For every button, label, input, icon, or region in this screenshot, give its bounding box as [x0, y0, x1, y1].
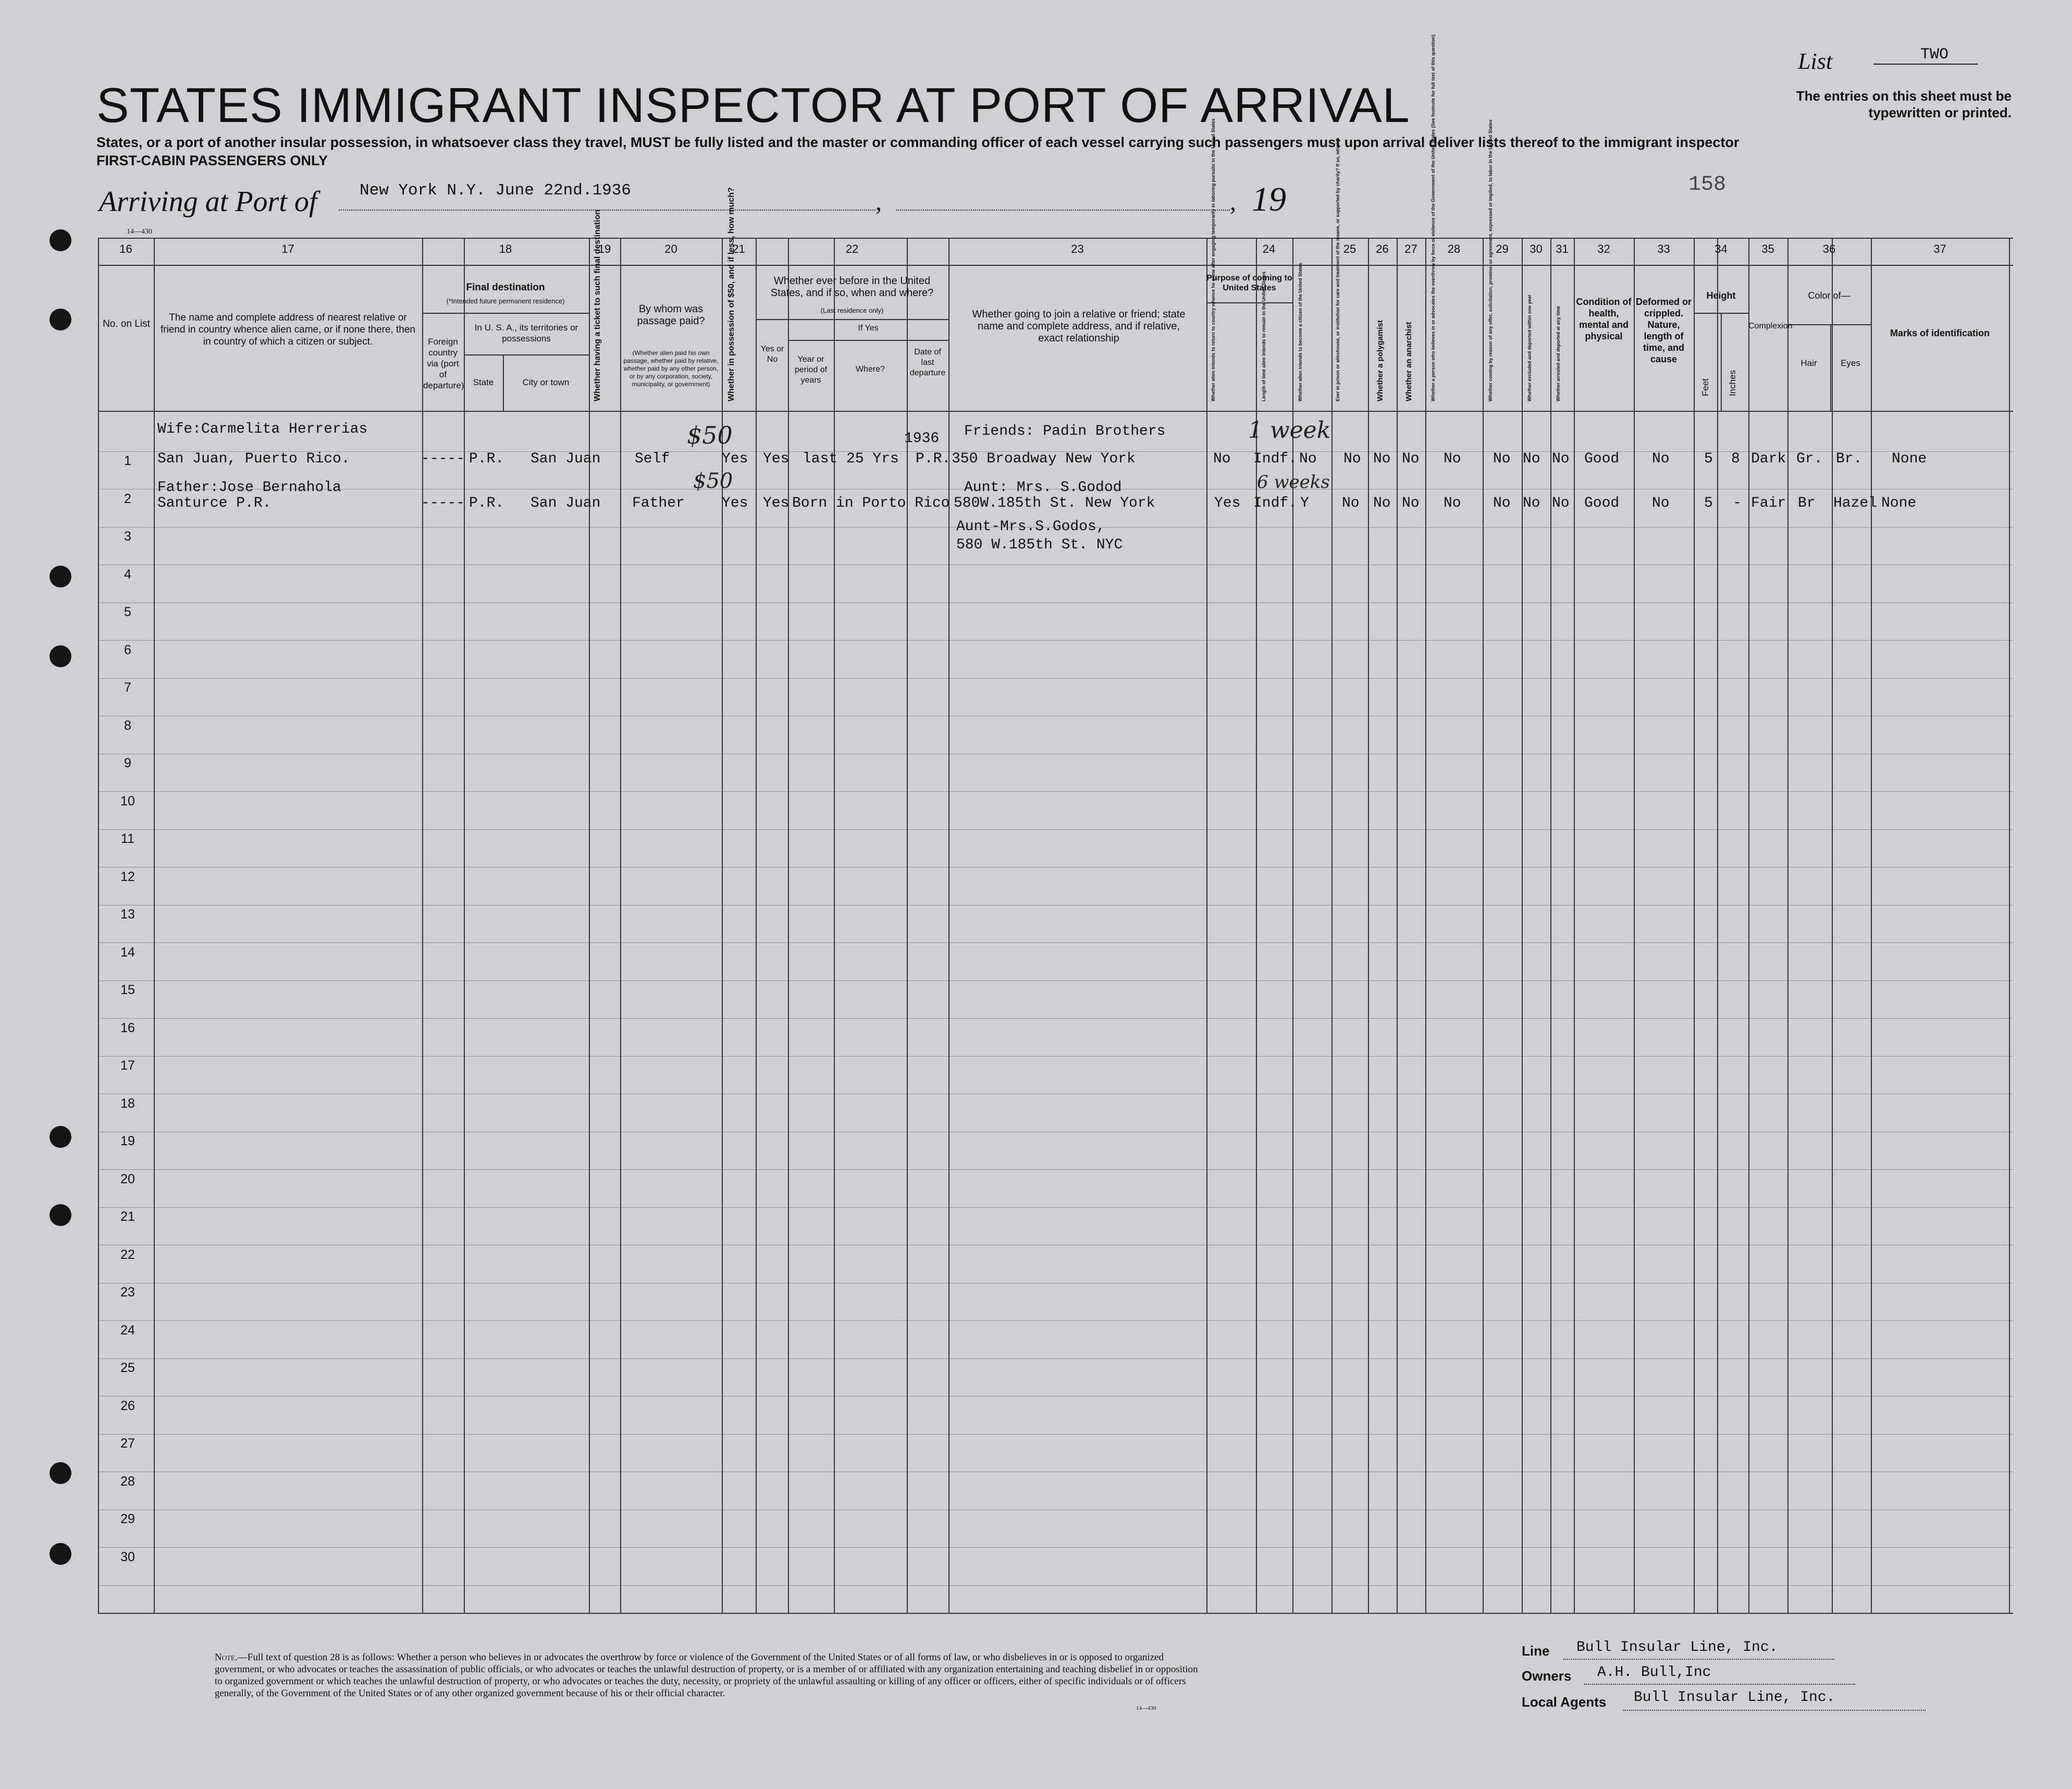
col-line	[1871, 238, 1872, 1614]
header-date-departure: Date of last departure	[909, 348, 946, 377]
header-fifty-dollars: Whether in possession of $50, and if less, how much?	[727, 187, 736, 401]
entry-relative-address: San Juan, Puerto Rico.	[157, 451, 350, 467]
row-number: 8	[124, 718, 131, 733]
col-line	[422, 238, 423, 1614]
entry-hair: Br	[1798, 495, 1816, 511]
row-number: 13	[120, 907, 135, 922]
row-rule	[98, 829, 2013, 830]
col-line	[589, 238, 590, 1614]
header-overthrow: Whether a person who believes in or advocates the overthrow by force or violence of the Government of the United States (See footnote for full text of this question)	[1430, 34, 1436, 401]
entry-inches: 8	[1731, 451, 1740, 467]
col-number-30: 30	[1530, 242, 1543, 255]
page-number: 158	[1688, 173, 1726, 197]
subheader-line	[422, 313, 589, 314]
entry-before-where: P.R.	[916, 451, 951, 467]
col-line	[1832, 238, 1833, 1614]
states-instructions: States, or a port of another insular possession, in whatsoever class they travel, MUST be fully listed and the master or commanding officer of each vessel carrying such passengers must upon arrival deliver lists thereof to the immigrant inspector	[96, 134, 1740, 150]
col-number-37: 37	[1933, 242, 1946, 255]
col-number-34: 34	[1715, 242, 1728, 255]
entry-polygamist: No	[1373, 495, 1391, 511]
header-ever-before: Whether ever before in the United States, and if so, when and where?	[770, 275, 934, 299]
entry-paid-by: Father	[632, 495, 685, 511]
col-number-24: 24	[1262, 242, 1276, 255]
row-number: 3	[124, 529, 131, 544]
punch-hole	[50, 566, 71, 587]
entry-complexion: Dark	[1751, 451, 1786, 467]
column-number-divider	[98, 265, 2013, 266]
agents-value: Bull Insular Line, Inc.	[1634, 1689, 1835, 1706]
entry-money: Yes	[722, 495, 748, 511]
row-number: 28	[120, 1474, 135, 1489]
row-number: 25	[120, 1361, 135, 1375]
entry-prison: No	[1342, 495, 1360, 511]
first-cabin-label: FIRST-CABIN PASSENGERS ONLY	[96, 153, 328, 168]
col-number-31: 31	[1556, 242, 1569, 255]
entry-length-handwritten: 6 weeks	[1257, 472, 1330, 493]
row-number: 24	[120, 1323, 135, 1338]
list-value: TWO	[1873, 46, 1978, 65]
col-number-20: 20	[664, 242, 677, 255]
header-prison: Ever in prison or almshouse, or institution for care and treatment of the insane, or supported by charity? If so, which?	[1335, 138, 1340, 401]
row-rule	[98, 791, 2013, 792]
col-number-21: 21	[732, 242, 745, 255]
col-line	[834, 238, 835, 1614]
header-marks: Marks of identification	[1890, 328, 1990, 338]
col-number-36: 36	[1822, 242, 1836, 255]
header-deported: Whether arrested and deported at any time	[1556, 305, 1561, 401]
header-final-destination: Final destination	[466, 282, 545, 293]
subheader-line	[1206, 302, 1292, 303]
form-number: 14—430	[127, 228, 152, 236]
row-rule	[98, 1169, 2013, 1170]
col-line	[1522, 238, 1523, 1614]
entry-deformed: No	[1652, 451, 1670, 467]
col-number-17: 17	[281, 242, 294, 255]
col-line	[464, 238, 465, 1614]
entry-foreign: -----	[421, 451, 465, 467]
line-underline	[1563, 1659, 1834, 1660]
col-line	[1717, 238, 1718, 1614]
entry-before-period: last 25 Yrs	[803, 451, 899, 467]
col-number-27: 27	[1404, 242, 1417, 255]
header-city: City or town	[522, 377, 570, 387]
header-length-stay: Length of time alien intends to remain in the United States	[1261, 271, 1266, 401]
header-passage-paid-sub: (Whether alien paid his own passage, whether paid by relative, whether paid by any other person, or by any corporation, society, municipality, or government)	[623, 349, 719, 388]
header-become-citizen: Whether alien intends to become a citizen of the United States	[1298, 262, 1303, 401]
owners-underline	[1584, 1684, 1855, 1685]
col-number-32: 32	[1597, 242, 1610, 255]
agents-label: Local Agents	[1522, 1694, 1607, 1710]
footnote	[215, 1651, 1207, 1699]
entry-money-handwritten: $50	[687, 421, 733, 449]
col-line	[788, 238, 789, 1614]
header-join-relative: Whether going to join a relative or friend; state name and complete address, and if relative, exact relationship	[972, 309, 1186, 344]
header-color-of: Color of—	[1808, 290, 1851, 301]
table-top-border	[98, 238, 2013, 239]
entry-anarchist: No	[1402, 495, 1420, 511]
col-line	[2009, 238, 2010, 1614]
row-rule	[98, 1018, 2013, 1019]
col-line	[756, 238, 757, 1614]
entry-eyes: Br.	[1836, 451, 1863, 467]
height-divider	[1721, 313, 1722, 411]
row-number: 19	[120, 1134, 135, 1148]
col-number-22: 22	[845, 242, 859, 255]
footnote-text: —Full text of question 28 is as follows: Whether a person who believes in or advocates the overthrow by force or violence of the Government of the United States or of all forms of law, or who disbelieves in or is opposed to organized government, or who advocates or teaches the assassination of public officials, or who advocates or teaches the unlawful destruction of property, or is a member of or affiliated with any organization entertaining and teaching disbelief in or opposition to organized government or which teaches the unlawful destruction of property, or who advocates or teaches the duty, necessity, or propriety of the unlawful assaulting or killing of any officer or officers, either of specific individuals or of officers generally, of the Government of the United States or of any other organized government because of his or their official character.	[215, 1652, 1198, 1699]
entry-join-alt: Aunt-Mrs.S.Godos,	[956, 519, 1105, 535]
col-line	[1206, 238, 1207, 1614]
header-polygamist: Whether a polygamist	[1376, 320, 1385, 401]
entry-before-year: 1936	[904, 431, 940, 447]
col-line	[1397, 238, 1398, 1614]
entry-before-yesno: Yes	[763, 451, 790, 467]
entry-hair: Gr.	[1796, 451, 1823, 467]
entry-excluded: No	[1523, 451, 1540, 467]
entry-feet: 5	[1704, 451, 1713, 467]
header-return-country: Whether alien intends to return to country whence he came after engaging temporarily in laboring pursuits in the United States	[1211, 118, 1216, 401]
footnote-form-number: 14—430	[1136, 1705, 1156, 1711]
entry-join-address: 350 Broadway New York	[952, 451, 1136, 467]
row-rule	[98, 1585, 2013, 1586]
row-number: 11	[121, 831, 134, 846]
arriving-label: Arriving at Port of	[99, 186, 317, 218]
col-line	[1425, 238, 1426, 1614]
header-foreign-country: Foreign country via (port of departure)	[423, 337, 464, 390]
owners-value: A.H. Bull,Inc	[1597, 1664, 1711, 1681]
col-line	[948, 238, 949, 1614]
subheader-line	[788, 340, 948, 341]
row-number: 2	[124, 492, 131, 506]
row-number: 10	[120, 794, 135, 808]
header-ticket: Whether having a ticket to such final destination	[593, 209, 602, 401]
col-number-18: 18	[499, 242, 512, 255]
entry-city: San Juan	[531, 495, 601, 511]
owners-label: Owners	[1522, 1668, 1572, 1684]
row-number: 23	[120, 1285, 135, 1300]
entry-citizen: Y	[1300, 495, 1309, 511]
row-number: 22	[120, 1247, 135, 1262]
row-number: 15	[120, 983, 135, 997]
header-where: Where?	[855, 365, 885, 374]
entry-health: Good	[1584, 495, 1620, 511]
col-line	[1634, 238, 1635, 1614]
row-rule	[98, 1320, 2013, 1321]
row-number: 26	[120, 1399, 135, 1413]
entry-money-handwritten: $50	[693, 469, 733, 493]
entry-state: P.R.	[469, 495, 504, 511]
col-line	[1368, 238, 1369, 1614]
row-rule	[98, 640, 2013, 641]
col-number-28: 28	[1447, 242, 1461, 255]
arriving-underline-2	[896, 210, 1230, 211]
header-health: Condition of health, mental and physical	[1576, 297, 1632, 341]
list-label: List	[1798, 48, 1833, 74]
entry-feet: 5	[1704, 495, 1713, 511]
entry-before-period: Born in Porto Rico	[792, 495, 950, 511]
row-number: 9	[124, 756, 131, 770]
purpose-divider	[1256, 302, 1257, 411]
header-deformed: Deformed or crippled. Nature, length of time, and cause	[1635, 297, 1692, 364]
entry-length: Indf.	[1253, 451, 1298, 467]
punch-hole	[50, 645, 71, 667]
entry-excluded: No	[1523, 495, 1540, 511]
entry-relative: Wife:Carmelita Herrerias	[157, 421, 368, 437]
agents-underline	[1623, 1710, 1926, 1711]
header-passage-paid: By whom was passage paid?	[637, 303, 705, 327]
col-line	[1256, 238, 1257, 1614]
arriving-underline	[339, 210, 875, 211]
header-feet: Feet	[1700, 378, 1710, 396]
header-no-on-list: No. on List	[103, 318, 150, 329]
row-number: 21	[120, 1209, 135, 1224]
entry-marks: None	[1881, 495, 1917, 511]
entry-length: Indf.	[1253, 495, 1298, 511]
entry-anarchist: No	[1402, 451, 1420, 467]
header-in-usa: In U. S. A., its territories or possessions	[474, 323, 578, 344]
row-number: 12	[120, 869, 135, 884]
header-hair: Hair	[1800, 358, 1817, 368]
year-prefix: 19	[1252, 180, 1286, 218]
punch-hole	[50, 1126, 71, 1148]
entry-return-country: Yes	[1214, 495, 1241, 511]
row-rule	[98, 1056, 2013, 1057]
entry-overthrow: No	[1444, 451, 1461, 467]
entry-polygamist: No	[1373, 451, 1391, 467]
entry-length-handwritten: 1 week	[1248, 417, 1331, 444]
entry-marks: None	[1892, 451, 1927, 467]
entry-return-country: No	[1213, 451, 1231, 467]
row-rule	[98, 1434, 2013, 1435]
row-number: 14	[120, 945, 135, 960]
header-excluded: Whether excluded and deported within one year	[1527, 294, 1532, 401]
col-number-19: 19	[598, 242, 611, 255]
punch-hole	[50, 309, 71, 330]
header-relative: The name and complete address of nearest relative or friend in country whence alien came, or if none there, then in country of which a citizen or subject.	[160, 312, 415, 347]
entry-paid-by: Self	[635, 451, 670, 467]
arriving-value: New York N.Y. June 22nd.1936	[360, 181, 631, 200]
row-number: 18	[120, 1096, 135, 1111]
header-inches: Inches	[1728, 370, 1737, 396]
entry-money: Yes	[722, 451, 748, 467]
header-state: State	[473, 377, 494, 387]
punch-hole	[50, 1462, 71, 1484]
col-line	[1694, 238, 1695, 1614]
col-line	[1574, 238, 1575, 1614]
row-number: 27	[120, 1436, 135, 1451]
row-number: 4	[124, 567, 131, 582]
subheader-line	[464, 354, 589, 356]
entry-citizen: No	[1299, 451, 1317, 467]
entry-city: San Juan	[531, 451, 601, 467]
row-number: 29	[120, 1512, 135, 1526]
header-if-yes: If Yes	[858, 324, 879, 333]
col-number-23: 23	[1071, 242, 1084, 255]
entry-join-address: 580W.185th St. New York	[954, 495, 1155, 511]
col-line	[1292, 238, 1293, 1614]
row-number: 7	[124, 680, 131, 695]
entry-join-alt-address: 580 W.185th St. NYC	[956, 537, 1123, 553]
col-line	[1331, 238, 1333, 1614]
entry-foreign: -----	[421, 495, 465, 511]
col-line	[1748, 238, 1749, 1614]
row-number: 1	[124, 454, 131, 468]
row-number: 17	[120, 1058, 135, 1073]
header-final-destination-sub: (*Intended future permanent residence)	[446, 297, 565, 305]
entries-note: The entries on this sheet must be typewritten or printed.	[1796, 88, 2012, 120]
entry-prison: No	[1343, 451, 1361, 467]
punch-hole	[50, 229, 71, 251]
row-rule	[98, 1207, 2013, 1208]
punch-hole	[50, 1204, 71, 1226]
entry-eyes: Hazel	[1833, 495, 1878, 511]
header-anarchist: Whether an anarchist	[1404, 322, 1413, 401]
col-number-29: 29	[1496, 242, 1509, 255]
row-rule	[98, 942, 2013, 943]
entry-join: Friends: Padin Brothers	[964, 423, 1166, 439]
comma: ,	[875, 188, 882, 216]
row-number: 30	[120, 1550, 135, 1564]
row-number: 5	[124, 605, 131, 619]
header-height: Height	[1706, 290, 1736, 301]
header-ever-before-sub: (Last residence only)	[820, 307, 884, 314]
header-yes-no: Yes or No	[760, 345, 784, 364]
header-purpose: Purpose of coming to United States	[1206, 274, 1292, 292]
col-line	[1483, 238, 1484, 1614]
header-offer: Whether coming by reason of any offer, solicitation, promise, or agreement, expressed or implied, to labor in the United States	[1488, 119, 1493, 401]
entry-complexion: Fair	[1751, 495, 1786, 511]
row-number: 16	[120, 1021, 135, 1035]
entry-deformed: No	[1652, 495, 1670, 511]
entry-offer: No	[1493, 451, 1511, 467]
col-number-35: 35	[1761, 242, 1774, 255]
col-line	[620, 238, 621, 1614]
entry-overthrow: No	[1444, 495, 1461, 511]
row-number: 20	[120, 1172, 135, 1186]
entry-inches: -	[1733, 495, 1742, 511]
col-number-33: 33	[1657, 242, 1670, 255]
subheader-line	[1787, 324, 1871, 325]
entry-offer: No	[1493, 495, 1511, 511]
entry-join: Aunt: Mrs. S.Godod	[964, 480, 1122, 496]
entry-relative-address: Santurce P.R.	[157, 495, 272, 511]
col-number-26: 26	[1376, 242, 1389, 255]
entry-before-yesno: Yes	[763, 495, 790, 511]
page-title: STATES IMMIGRANT INSPECTOR AT PORT OF ARRIVAL	[96, 78, 1410, 132]
header-period: Year or period of years	[794, 355, 828, 385]
row-rule	[98, 1547, 2013, 1548]
table-bottom-border	[98, 1613, 2013, 1614]
header-eyes: Eyes	[1841, 358, 1860, 368]
row-rule	[98, 1358, 2013, 1359]
col-number-16: 16	[119, 242, 132, 255]
entry-state: P.R.	[469, 451, 504, 467]
row-number: 6	[124, 643, 131, 657]
footnote-label: Note.	[215, 1652, 238, 1663]
entry-deported: No	[1552, 495, 1570, 511]
entry-deported: No	[1552, 451, 1570, 467]
punch-hole	[50, 1543, 71, 1565]
subheader-line	[756, 319, 948, 320]
entry-health: Good	[1584, 451, 1620, 467]
row-grid	[98, 412, 2013, 1611]
header-complexion: Complexion	[1748, 322, 1793, 330]
col-line	[1787, 238, 1789, 1614]
col-line	[1550, 238, 1551, 1614]
line-value: Bull Insular Line, Inc.	[1576, 1639, 1778, 1656]
comma: ,	[1230, 188, 1236, 216]
col-number-25: 25	[1343, 242, 1356, 255]
entry-relative: Father:Jose Bernahola	[157, 480, 341, 496]
line-label: Line	[1522, 1643, 1550, 1659]
row-rule	[98, 678, 2013, 679]
